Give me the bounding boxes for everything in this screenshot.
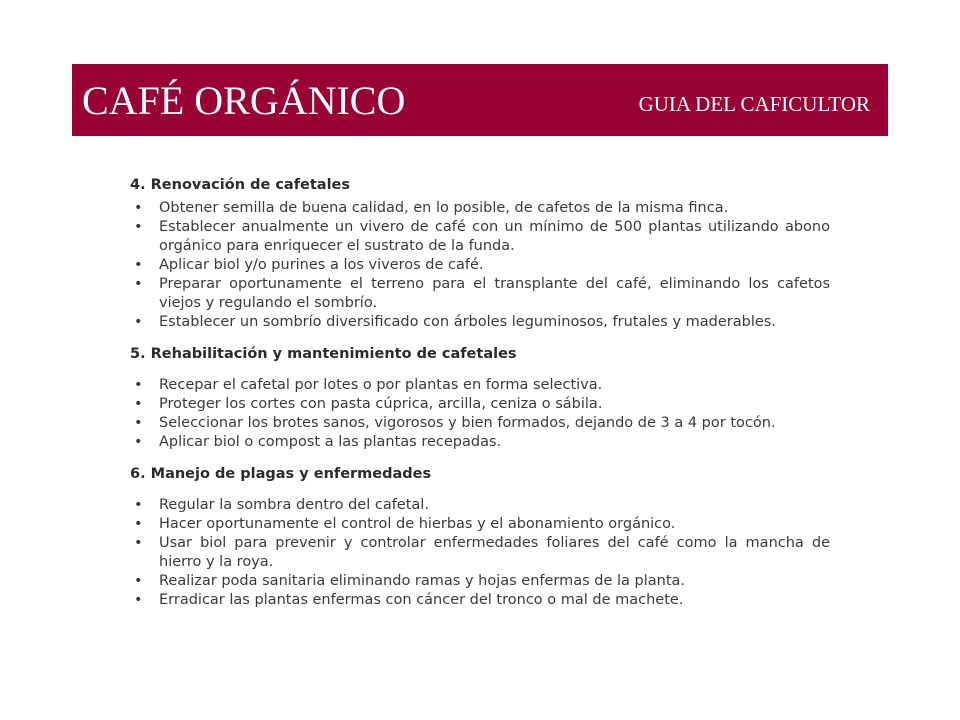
section-heading: 4. Renovación de cafetales (130, 177, 350, 193)
list-item (130, 313, 830, 332)
bullet-icon: • (134, 257, 143, 273)
list-item (130, 496, 830, 515)
list-item-text: Recepar el cafetal por lotes o por plantas en forma selectiva. (159, 377, 603, 393)
page-title: CAFÉ ORGÁNICO (82, 78, 406, 123)
list-item (130, 515, 830, 534)
bullet-icon: • (134, 434, 143, 450)
list-item-text: Erradicar las plantas enfermas con cáncer del tronco o mal de machete. (159, 592, 684, 608)
bullet-icon: • (134, 535, 143, 551)
section-heading: 6. Manejo de plagas y enfermedades (130, 466, 432, 482)
section-renovacion (130, 176, 830, 332)
bullet-icon: • (134, 396, 143, 412)
list-item-text: Establecer un sombrío diversificado con árboles leguminosos, frutales y maderables. (159, 314, 776, 330)
list-item-text: Preparar oportunamente el terreno para el transplante del café, eliminando los cafetos viejos y regulando el sombrío. (159, 276, 830, 311)
list-item-text: Realizar poda sanitaria eliminando ramas y hojas enfermas de la planta. (159, 573, 686, 589)
bullet-icon: • (134, 276, 143, 292)
list-item (130, 218, 830, 256)
list-item (130, 414, 830, 433)
list-item-text: Aplicar biol o compost a las plantas recepadas. (159, 434, 502, 450)
list-item (130, 275, 830, 313)
list-item (130, 591, 830, 610)
header-banner (72, 64, 888, 136)
page-subtitle: GUIA DEL CAFICULTOR (638, 92, 870, 116)
list-item-text: Seleccionar los brotes sanos, vigorosos y bien formados, dejando de 3 a 4 por tocón. (159, 415, 776, 431)
list-item-text: Regular la sombra dentro del cafetal. (159, 497, 429, 513)
list-item (130, 199, 830, 218)
bullet-icon: • (134, 592, 143, 608)
section-rehabilitacion (130, 345, 830, 452)
bullet-list (130, 199, 830, 332)
document-content (130, 176, 830, 610)
bullet-icon: • (134, 219, 143, 235)
list-item-text: Proteger los cortes con pasta cúprica, arcilla, ceniza o sábila. (159, 396, 603, 412)
list-item-text: Establecer anualmente un vivero de café con un mínimo de 500 plantas utilizando abono orgánico para enriquecer el sustrato de la funda. (159, 219, 830, 254)
bullet-icon: • (134, 497, 143, 513)
bullet-list (130, 376, 830, 452)
section-heading: 5. Rehabilitación y mantenimiento de cafetales (130, 346, 517, 362)
bullet-icon: • (134, 415, 143, 431)
bullet-icon: • (134, 200, 143, 216)
list-item-text: Obtener semilla de buena calidad, en lo posible, de cafetos de la misma finca. (159, 200, 729, 216)
list-item (130, 256, 830, 275)
bullet-icon: • (134, 516, 143, 532)
section-plagas (130, 465, 830, 610)
list-item (130, 433, 830, 452)
list-item-text: Aplicar biol y/o purines a los viveros de café. (159, 257, 484, 273)
list-item (130, 572, 830, 591)
list-item-text: Usar biol para prevenir y controlar enfermedades foliares del café como la mancha de hierro y la roya. (159, 535, 830, 570)
bullet-icon: • (134, 377, 143, 393)
list-item-text: Hacer oportunamente el control de hierbas y el abonamiento orgánico. (159, 516, 676, 532)
list-item (130, 395, 830, 414)
bullet-list (130, 496, 830, 610)
bullet-icon: • (134, 314, 143, 330)
list-item (130, 376, 830, 395)
bullet-icon: • (134, 573, 143, 589)
list-item (130, 534, 830, 572)
